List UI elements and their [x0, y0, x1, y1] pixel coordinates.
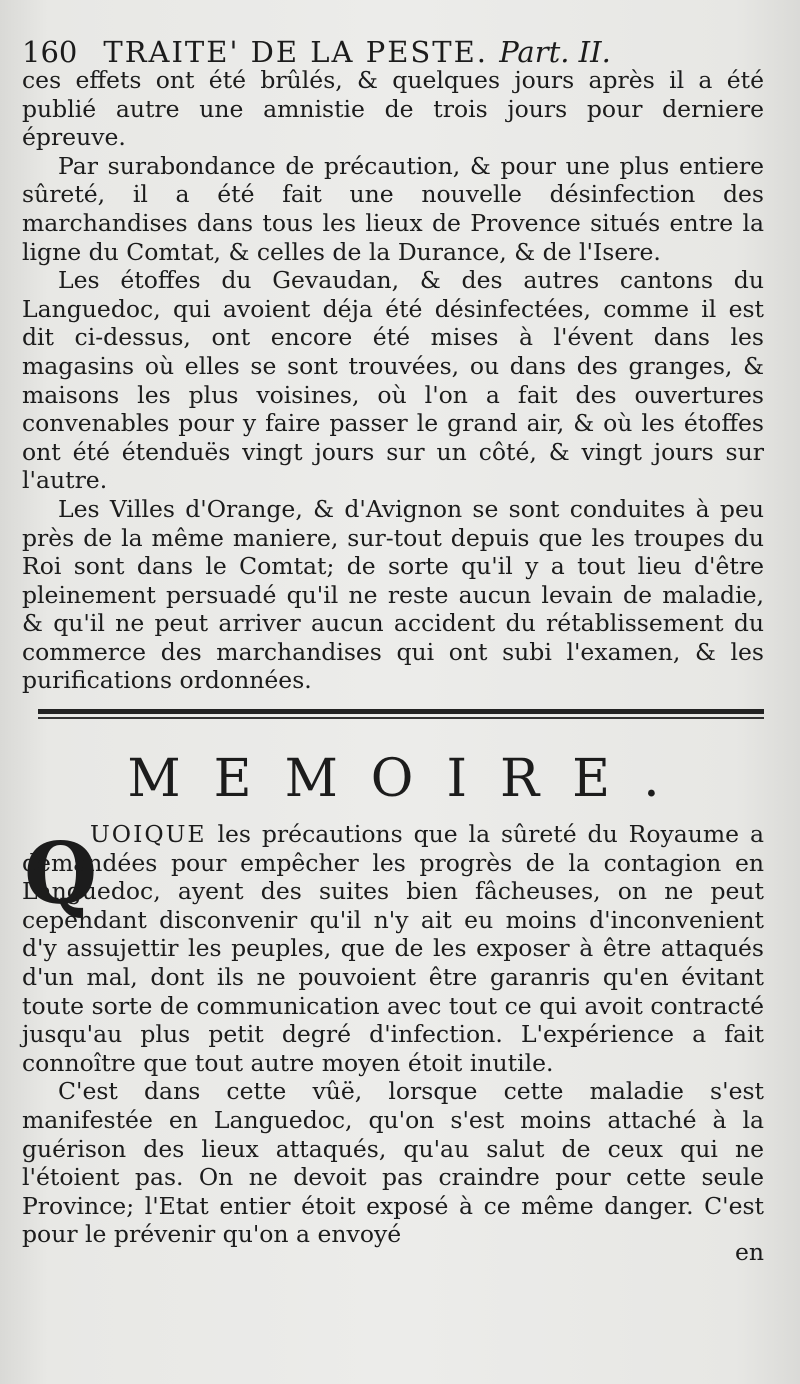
section-rule-thick [38, 709, 764, 714]
catchword: en [735, 1238, 765, 1266]
opening-text: les précautions que la sûreté du Royaume a demandées pour empêcher les progrès de la contagion en Languedoc, ayent des suites bien fâcheuses, on ne peut cependant disconvenir qu'il n'y ait eu moins d'inconvenient d'y assujettir les peuples, que de les exposer à être attaqués d'un mal, dont ils ne pouvoient être garanris qu'en évitant toute sorte de communication avec tout ce qui avoit contracté jusqu'au plus petit degré d'infection. L'expérience a fait connoître que tout autre moyen étoit inutile. [22, 820, 764, 1077]
part-label: Part. II. [499, 35, 611, 69]
drop-cap: Q [24, 824, 98, 923]
paragraph: Les Villes d'Orange, & d'Avignon se sont conduites à peu près de la même maniere, sur-tout depuis que les troupes du Roi sont dans le Comtat; de sorte qu'il y a tout lieu d'être pleinement persuadé qu'il ne reste aucun levain de maladie, & qu'il ne peut arriver aucun accident du rétablissement du commerce des marchandises qui ont subi l'examen, & les purifications ordonnées. [22, 494, 764, 695]
running-title: TRAITE' DE LA PESTE. [103, 35, 488, 69]
paragraph: Les étoffes du Gevaudan, & des autres cantons du Languedoc, qui avoient déja été désinfectées, comme il est dit ci-dessus, ont encore été mises à l'évent dans les magasins où elles se sont trouvées, ou dans des granges, & maisons les plus voisines, où l'on a fait des ouvertures convenables pour y faire passer le grand air, & où les étoffes ont été étenduës vingt jours sur un côté, & vingt jours sur l'autre. [22, 266, 764, 495]
running-header [22, 34, 762, 70]
text-block-memoire [22, 820, 764, 1249]
page-number: 160 [22, 35, 78, 69]
paragraph: C'est dans cette vûë, lorsque cette maladie s'est manifestée en Languedoc, qu'on s'est moins attaché à la guérison des lieux attaqués, qu'au salut de ceux qui ne l'étoient pas. On ne devoit pas craindre pour cette seule Province; l'Etat entier étoit exposé à ce même danger. C'est pour le prévenir qu'on a envoyé [22, 1077, 764, 1249]
small-caps-opening: UOIQUE [90, 820, 207, 848]
section-title: MEMOIRE. [127, 749, 693, 809]
paragraph-continuation: ces effets ont été brûlés, & quelques jours après il a été publié autre une amnistie de trois jours pour derniere épreuve. [22, 66, 764, 152]
paragraph-opening [22, 820, 764, 1077]
text-block-top [22, 66, 764, 695]
paragraph: Par surabondance de précaution, & pour une plus entiere sûreté, il a été fait une nouvelle désinfection des marchandises dans tous les lieux de Provence situés entre la ligne du Comtat, & celles de la Durance, & de l'Isere. [22, 151, 764, 266]
section-rule-thin [38, 717, 764, 719]
